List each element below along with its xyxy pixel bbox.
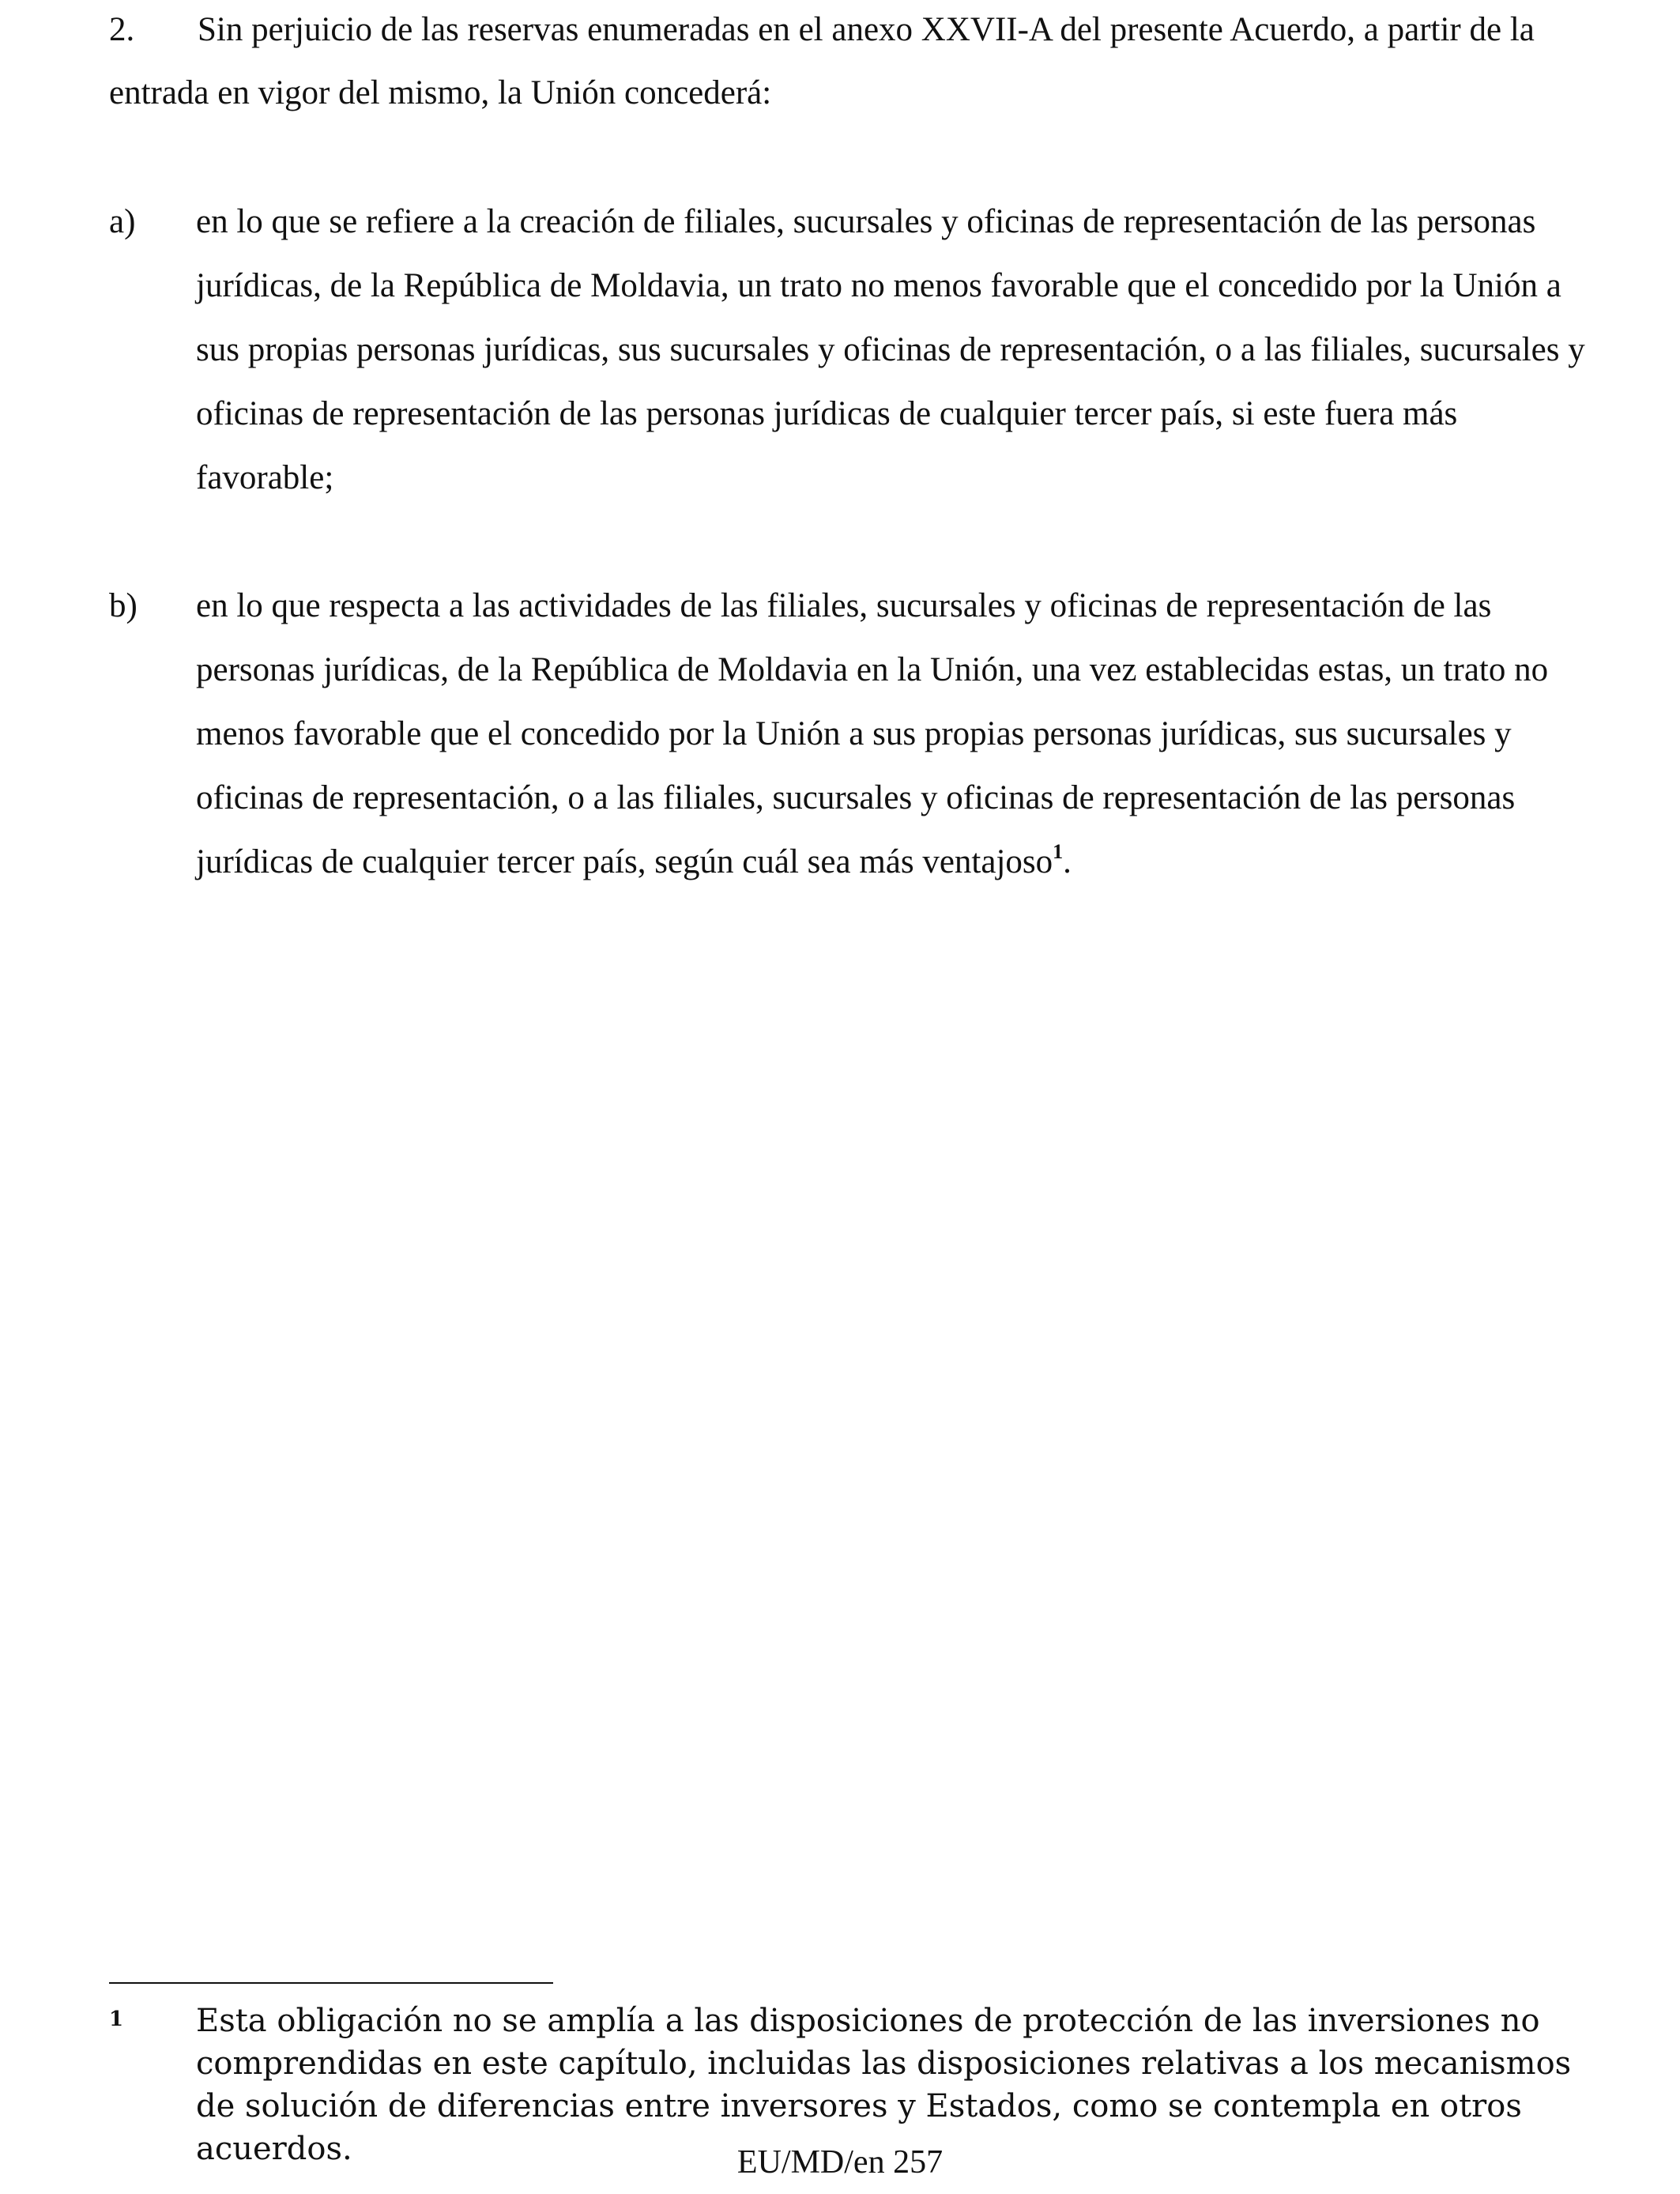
item-label: b): [109, 587, 137, 624]
list-item-a: [109, 190, 1595, 510]
paragraph-text: Sin perjuicio de las reservas enumeradas en el anexo XXVII-A del presente Acuerdo, a partir de la entrada en vigor del mismo, la Unión concederá:: [109, 11, 1535, 111]
footnote-reference[interactable]: 1: [1053, 840, 1064, 863]
paragraph-number: 2.: [109, 11, 135, 48]
item-text-wrapper: [196, 574, 1595, 894]
item-label: a): [109, 203, 136, 240]
footnote-separator: [109, 1982, 553, 1984]
paragraph-2: [109, 0, 1595, 125]
page-identifier: EU/MD/en 257: [736, 2144, 944, 2181]
list-item-b: [109, 574, 1595, 894]
footnote-number: 1: [109, 2007, 124, 2031]
footnote-text: Esta obligación no se amplía a las disposiciones de protección de las inversiones no comprendidas en este capítulo, incluidas las disposiciones relativas a los mecanismos de solución de diferencias entre inversores y Estados, como se contempla en otros acuerdos.: [196, 2003, 1572, 2167]
item-text: en lo que se refiere a la creación de filiales, sucursales y oficinas de representación de las personas jurídicas, de la República de Moldavia, un trato no menos favorable que el concedido por la Unión a sus propias personas jurídicas, sus sucursales y oficinas de representación, o a las filiales, sucursales y oficinas de representación de las personas jurídicas de cualquier tercer país, si este fuera más favorable;: [196, 203, 1585, 496]
item-trailing-punctuation: .: [1063, 843, 1072, 880]
item-text: en lo que respecta a las actividades de las filiales, sucursales y oficinas de representación de las personas jurídicas, de la República de Moldavia en la Unión, una vez establecidas estas, un trato no menos favorable que el concedido por la Unión a sus propias personas jurídicas, sus sucursales y oficinas de representación, o a las filiales, sucursales y oficinas de representación de las personas jurídicas de cualquier tercer país, según cuál sea más ventajoso: [196, 587, 1549, 880]
